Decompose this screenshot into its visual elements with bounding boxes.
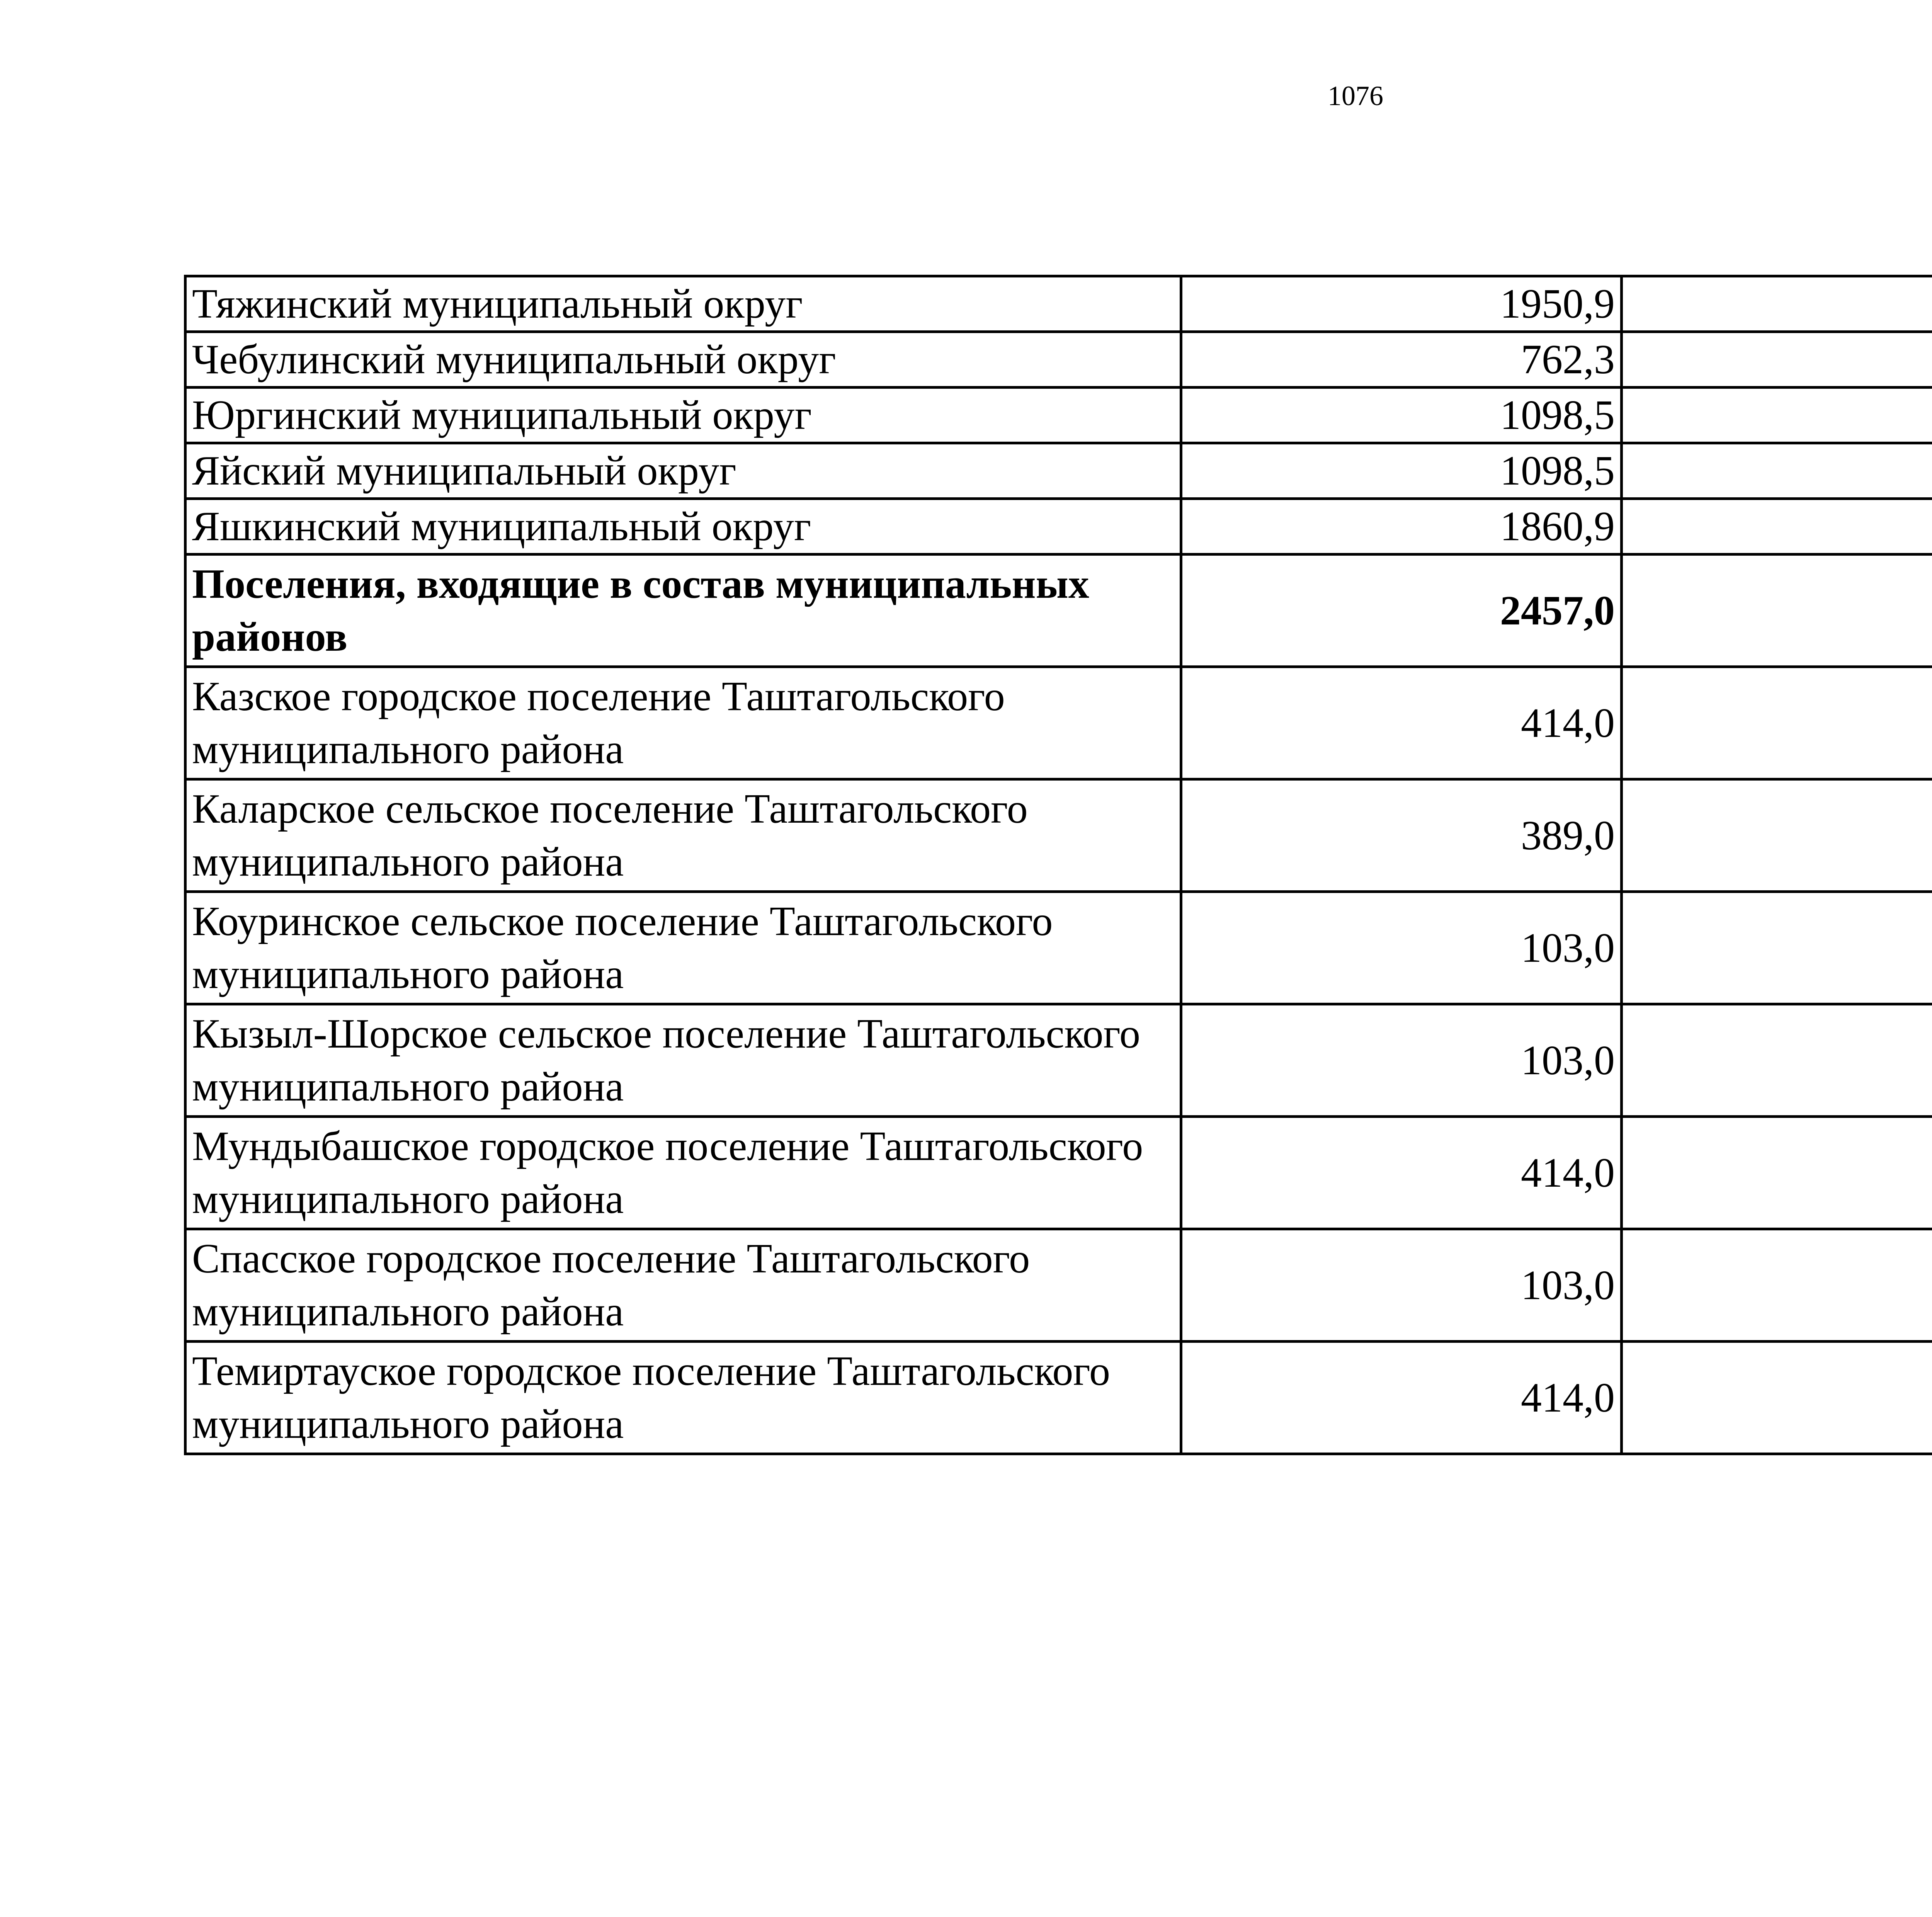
row-name-cell: Яшкинский муниципальный округ [185,499,1181,555]
value-cell-2 [1622,332,1932,388]
row-name-cell: Юргинский муниципальный округ [185,388,1181,443]
value-cell-1: 103,0 [1181,1229,1622,1342]
value-cell-2 [1622,555,1932,667]
table-row [185,332,1932,388]
value-cell-2 [1622,1117,1932,1229]
row-name-cell: Чебулинский муниципальный округ [185,332,1181,388]
row-name-cell: Темиртауское городское поселение Таштагольского муниципального района [185,1342,1181,1454]
value-cell-1: 414,0 [1181,667,1622,779]
value-cell-2 [1622,1229,1932,1342]
table-row [185,1342,1932,1454]
value-cell-2 [1622,892,1932,1004]
value-cell-1: 1098,5 [1181,388,1622,443]
value-cell-2 [1622,779,1932,892]
value-cell-1: 1098,5 [1181,443,1622,499]
value-cell-1: 2457,0 [1181,555,1622,667]
table-row [185,667,1932,779]
page-number: 1076 [1328,80,1383,111]
value-cell-1: 1950,9 [1181,276,1622,332]
value-cell-1: 414,0 [1181,1342,1622,1454]
row-name-cell: Спасское городское поселение Таштагольского муниципального района [185,1229,1181,1342]
row-name-cell: Мундыбашское городское поселение Таштагольского муниципального района [185,1117,1181,1229]
value-cell-1: 1860,9 [1181,499,1622,555]
value-cell-1: 103,0 [1181,1004,1622,1117]
table-row [185,1004,1932,1117]
data-table [184,275,1932,1455]
value-cell-2 [1622,499,1932,555]
row-name-cell: Тяжинский муниципальный округ [185,276,1181,332]
table-row [185,779,1932,892]
table-body [185,276,1932,1454]
row-name-cell: Кызыл-Шорское сельское поселение Таштагольского муниципального района [185,1004,1181,1117]
table-row [185,388,1932,443]
table-row [185,1229,1932,1342]
row-name-cell: Коуринское сельское поселение Таштагольского муниципального района [185,892,1181,1004]
value-cell-1: 389,0 [1181,779,1622,892]
table-total-row [185,555,1932,667]
table-row [185,1117,1932,1229]
table-row [185,443,1932,499]
row-name-cell: Каларское сельское поселение Таштагольского муниципального района [185,779,1181,892]
row-name-cell: Яйский муниципальный округ [185,443,1181,499]
table-row [185,276,1932,332]
value-cell-2 [1622,388,1932,443]
value-cell-2 [1622,276,1932,332]
table-row [185,499,1932,555]
value-cell-2 [1622,443,1932,499]
value-cell-1: 414,0 [1181,1117,1622,1229]
row-name-cell: Казское городское поселение Таштагольского муниципального района [185,667,1181,779]
value-cell-1: 103,0 [1181,892,1622,1004]
value-cell-2 [1622,1004,1932,1117]
row-name-cell: Поселения, входящие в состав муниципальных районов [185,555,1181,667]
table-row [185,892,1932,1004]
value-cell-2 [1622,1342,1932,1454]
value-cell-1: 762,3 [1181,332,1622,388]
value-cell-2 [1622,667,1932,779]
